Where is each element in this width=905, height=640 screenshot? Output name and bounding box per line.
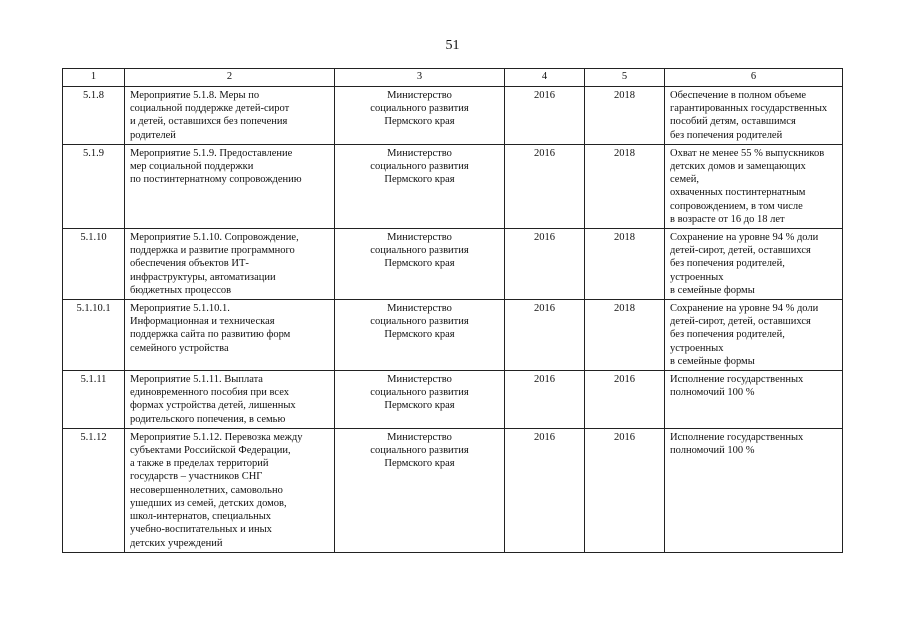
executor: Министерство социального развития Пермского края	[335, 300, 505, 371]
start-year: 2016	[505, 428, 585, 552]
header-col-1: 1	[63, 69, 125, 87]
row-number: 5.1.10.1	[63, 300, 125, 371]
start-year: 2016	[505, 144, 585, 228]
header-col-6: 6	[665, 69, 843, 87]
end-year: 2018	[585, 229, 665, 300]
end-year: 2018	[585, 87, 665, 145]
measures-table	[62, 68, 843, 553]
expected-result: Сохранение на уровне 94 % доли детей-сирот, детей, оставшихся без попечения родителей, устроенных в семейные формы	[665, 229, 843, 300]
header-row	[63, 69, 843, 87]
executor: Министерство социального развития Пермского края	[335, 428, 505, 552]
table-row	[63, 87, 843, 145]
measure-name: Мероприятие 5.1.12. Перевозка между субъектами Российской Федерации, а также в пределах территорий государств – участников СНГ несовершеннолетних, самовольно ушедших из семей, детских домов, школ-интернатов, специальных учебно-воспитательных и иных детских учреждений	[125, 428, 335, 552]
row-number: 5.1.8	[63, 87, 125, 145]
table-row	[63, 144, 843, 228]
expected-result: Охват не менее 55 % выпускников детских домов и замещающих семей, охваченных постинтернатным сопровождением, в том числе в возрасте от 16 до 18 лет	[665, 144, 843, 228]
table-row	[63, 229, 843, 300]
executor: Министерство социального развития Пермского края	[335, 229, 505, 300]
header-col-5: 5	[585, 69, 665, 87]
expected-result: Обеспечение в полном объеме гарантированных государственных пособий детям, оставшимся без попечения родителей	[665, 87, 843, 145]
end-year: 2018	[585, 300, 665, 371]
row-number: 5.1.11	[63, 371, 125, 429]
start-year: 2016	[505, 229, 585, 300]
table-row	[63, 428, 843, 552]
expected-result: Исполнение государственных полномочий 100 %	[665, 428, 843, 552]
expected-result: Исполнение государственных полномочий 100 %	[665, 371, 843, 429]
start-year: 2016	[505, 87, 585, 145]
executor: Министерство социального развития Пермского края	[335, 144, 505, 228]
end-year: 2018	[585, 144, 665, 228]
table-row	[63, 371, 843, 429]
end-year: 2016	[585, 371, 665, 429]
row-number: 5.1.10	[63, 229, 125, 300]
row-number: 5.1.9	[63, 144, 125, 228]
end-year: 2016	[585, 428, 665, 552]
measure-name: Мероприятие 5.1.10. Сопровождение, поддержка и развитие программного обеспечения объектов ИТ- инфраструктуры, автоматизации бюджетных процессов	[125, 229, 335, 300]
executor: Министерство социального развития Пермского края	[335, 87, 505, 145]
header-col-3: 3	[335, 69, 505, 87]
executor: Министерство социального развития Пермского края	[335, 371, 505, 429]
start-year: 2016	[505, 371, 585, 429]
page-number: 51	[445, 38, 460, 53]
table-row	[63, 300, 843, 371]
measure-name: Мероприятие 5.1.11. Выплата единовременного пособия при всех формах устройства детей, лишенных родительского попечения, в семью	[125, 371, 335, 429]
measure-name: Мероприятие 5.1.8. Меры по социальной поддержке детей-сирот и детей, оставшихся без попечения родителей	[125, 87, 335, 145]
start-year: 2016	[505, 300, 585, 371]
expected-result: Сохранение на уровне 94 % доли детей-сирот, детей, оставшихся без попечения родителей, устроенных в семейные формы	[665, 300, 843, 371]
measure-name: Мероприятие 5.1.10.1. Информационная и техническая поддержка сайта по развитию форм семейного устройства	[125, 300, 335, 371]
measure-name: Мероприятие 5.1.9. Предоставление мер социальной поддержки по постинтернатному сопровождению	[125, 144, 335, 228]
header-col-4: 4	[505, 69, 585, 87]
row-number: 5.1.12	[63, 428, 125, 552]
header-col-2: 2	[125, 69, 335, 87]
